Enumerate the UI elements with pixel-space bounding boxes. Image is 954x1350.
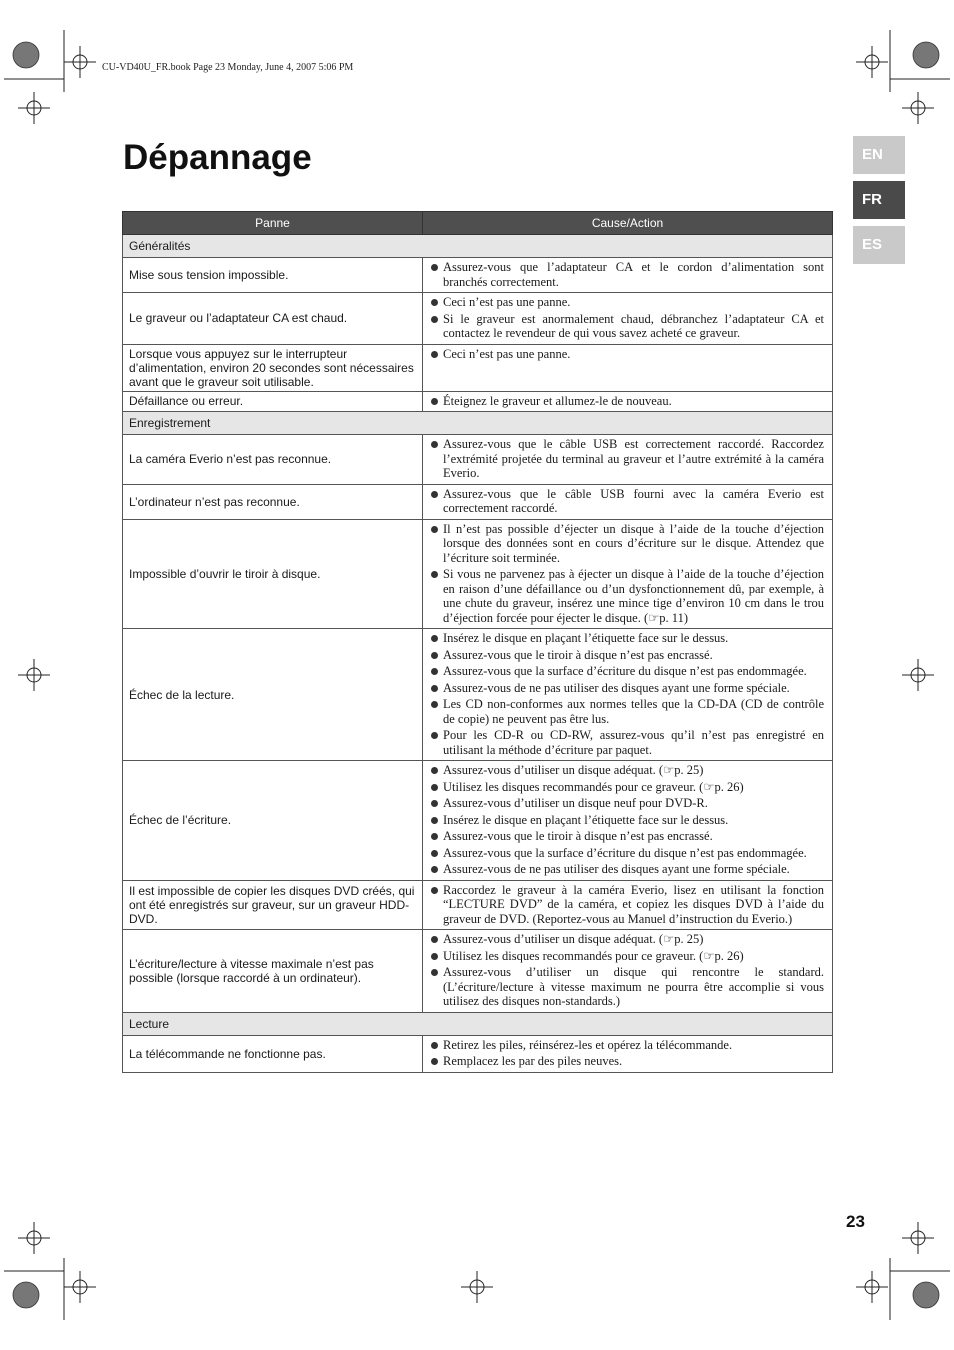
- table-row: [123, 519, 833, 629]
- action-cell: [423, 484, 833, 519]
- action-cell: [423, 391, 833, 412]
- action-item: Assurez-vous de ne pas utiliser des disques ayant une forme spéciale.: [429, 862, 824, 877]
- table-row: [123, 930, 833, 1013]
- problem-cell: Défaillance ou erreur.: [123, 391, 423, 412]
- action-item: Assurez-vous d’utiliser un disque neuf pour DVD-R.: [429, 796, 824, 811]
- action-cell: [423, 930, 833, 1013]
- action-item: Raccordez le graveur à la caméra Everio, lisez en utilisant la fonction “LECTURE DVD” de la caméra, et copiez les disques DVD à l’aide du graveur de DVD. (Reportez-vous au Manuel d’instruction du Everio.): [429, 883, 824, 927]
- section-heading: Lecture: [123, 1012, 833, 1035]
- problem-cell: Échec de la lecture.: [123, 629, 423, 761]
- action-item: Insérez le disque en plaçant l’étiquette face sur le dessus.: [429, 631, 824, 646]
- table-header-row: [123, 212, 833, 235]
- action-cell: [423, 293, 833, 345]
- problem-cell: La télécommande ne fonctionne pas.: [123, 1035, 423, 1072]
- action-item: Assurez-vous d’utiliser un disque adéquat. (☞p. 25): [429, 763, 824, 778]
- action-cell: [423, 761, 833, 881]
- action-item: Assurez-vous que la surface d’écriture du disque n’est pas endommagée.: [429, 664, 824, 679]
- troubleshooting-table: [122, 211, 833, 1073]
- section-heading: Enregistrement: [123, 412, 833, 435]
- action-cell: [423, 519, 833, 629]
- action-item: Si vous ne parvenez pas à éjecter un disque à l’aide de la touche d’éjection en raison d’une défaillance ou d’un dysfonctionnement dû, par exemple, à une chute du graveur, insérez une mince tige d’environ 10 cm dans le trou d’éjection forcée pour éjecter le disque. (☞p. 11): [429, 567, 824, 625]
- column-header-action: Cause/Action: [423, 212, 833, 235]
- section-row: [123, 1012, 833, 1035]
- action-item: Assurez-vous que le tiroir à disque n’est pas encrassé.: [429, 829, 824, 844]
- problem-cell: Mise sous tension impossible.: [123, 258, 423, 293]
- lang-tab-es[interactable]: ES: [853, 226, 905, 264]
- table-row: [123, 344, 833, 391]
- section-row: [123, 412, 833, 435]
- table-row: [123, 484, 833, 519]
- action-item: Utilisez les disques recommandés pour ce graveur. (☞p. 26): [429, 949, 824, 964]
- table-row: [123, 629, 833, 761]
- problem-cell: L’ordinateur n’est pas reconnue.: [123, 484, 423, 519]
- action-cell: [423, 1035, 833, 1072]
- problem-cell: Il est impossible de copier les disques DVD créés, qui ont été enregistrés sur graveur, sur un graveur HDD-DVD.: [123, 880, 423, 930]
- lang-tab-en[interactable]: EN: [853, 136, 905, 174]
- action-item: Assurez-vous que la surface d’écriture du disque n’est pas endommagée.: [429, 846, 824, 861]
- action-list: [429, 631, 824, 757]
- table-row: [123, 391, 833, 412]
- action-list: [429, 437, 824, 481]
- action-item: Pour les CD-R ou CD-RW, assurez-vous qu’il n’est pas enregistré en utilisant la méthode d’écriture par paquet.: [429, 728, 824, 757]
- action-item: Assurez-vous d’utiliser un disque qui rencontre le standard. (L’écriture/lecture à vitesse maximum ne pourra être accomplie si vous utilisez des disques non-standards.): [429, 965, 824, 1009]
- action-list: [429, 295, 824, 341]
- lang-tab-fr[interactable]: FR: [853, 181, 905, 219]
- action-list: [429, 1038, 824, 1069]
- action-item: Assurez-vous que le câble USB fourni avec la caméra Everio est correctement raccordé.: [429, 487, 824, 516]
- action-list: [429, 260, 824, 289]
- action-list: [429, 932, 824, 1009]
- problem-cell: L’écriture/lecture à vitesse maximale n’est pas possible (lorsque raccordé à un ordinateur).: [123, 930, 423, 1013]
- table-row: [123, 258, 833, 293]
- action-list: [429, 763, 824, 877]
- action-item: Les CD non-conformes aux normes telles que la CD-DA (CD de contrôle de copie) ne peuvent pas être lus.: [429, 697, 824, 726]
- table-row: [123, 293, 833, 345]
- problem-cell: Lorsque vous appuyez sur le interrupteur d’alimentation, environ 20 secondes sont nécessaires avant que le graveur soit utilisable.: [123, 344, 423, 391]
- action-item: Assurez-vous que le tiroir à disque n’est pas encrassé.: [429, 648, 824, 663]
- action-item: Utilisez les disques recommandés pour ce graveur. (☞p. 26): [429, 780, 824, 795]
- action-item: Assurez-vous d’utiliser un disque adéquat. (☞p. 25): [429, 932, 824, 947]
- problem-cell: Le graveur ou l’adaptateur CA est chaud.: [123, 293, 423, 345]
- action-item: Assurez-vous que le câble USB est correctement raccordé. Raccordez l’extrémité projetée du terminal au graveur et l’autre extrémité à la caméra Everio.: [429, 437, 824, 481]
- problem-cell: Impossible d’ouvrir le tiroir à disque.: [123, 519, 423, 629]
- action-list: [429, 394, 824, 409]
- column-header-problem: Panne: [123, 212, 423, 235]
- action-item: Assurez-vous de ne pas utiliser des disques ayant une forme spéciale.: [429, 681, 824, 696]
- section-heading: Généralités: [123, 235, 833, 258]
- action-item: Ceci n’est pas une panne.: [429, 295, 824, 310]
- action-cell: [423, 344, 833, 391]
- action-cell: [423, 435, 833, 485]
- action-cell: [423, 880, 833, 930]
- action-cell: [423, 258, 833, 293]
- action-item: Remplacez les par des piles neuves.: [429, 1054, 824, 1069]
- section-row: [123, 235, 833, 258]
- action-item: Assurez-vous que l’adaptateur CA et le cordon d’alimentation sont branchés correctement.: [429, 260, 824, 289]
- action-cell: [423, 629, 833, 761]
- page-title: Dépannage: [123, 138, 312, 177]
- table-body: [123, 235, 833, 1073]
- action-item: Insérez le disque en plaçant l’étiquette face sur le dessus.: [429, 813, 824, 828]
- problem-cell: La caméra Everio n’est pas reconnue.: [123, 435, 423, 485]
- table-row: [123, 761, 833, 881]
- action-list: [429, 522, 824, 626]
- table-row: [123, 880, 833, 930]
- action-list: [429, 883, 824, 927]
- action-item: Il n’est pas possible d’éjecter un disque à l’aide de la touche d’éjection lorsque des données sont en cours d’écriture sur le disque. Attendez que l’écriture soit terminée.: [429, 522, 824, 566]
- action-item: Ceci n’est pas une panne.: [429, 347, 824, 362]
- table-row: [123, 1035, 833, 1072]
- action-item: Si le graveur est anormalement chaud, débranchez l’adaptateur CA et contactez le revendeur de qui vous savez acheté ce graveur.: [429, 312, 824, 341]
- action-item: Éteignez le graveur et allumez-le de nouveau.: [429, 394, 824, 409]
- page-number: 23: [846, 1212, 865, 1231]
- action-list: [429, 347, 824, 362]
- table-row: [123, 435, 833, 485]
- action-list: [429, 487, 824, 516]
- action-item: Retirez les piles, réinsérez-les et opérez la télécommande.: [429, 1038, 824, 1053]
- problem-cell: Échec de l’écriture.: [123, 761, 423, 881]
- file-info-header: CU-VD40U_FR.book Page 23 Monday, June 4, 2007 5:06 PM: [102, 62, 354, 73]
